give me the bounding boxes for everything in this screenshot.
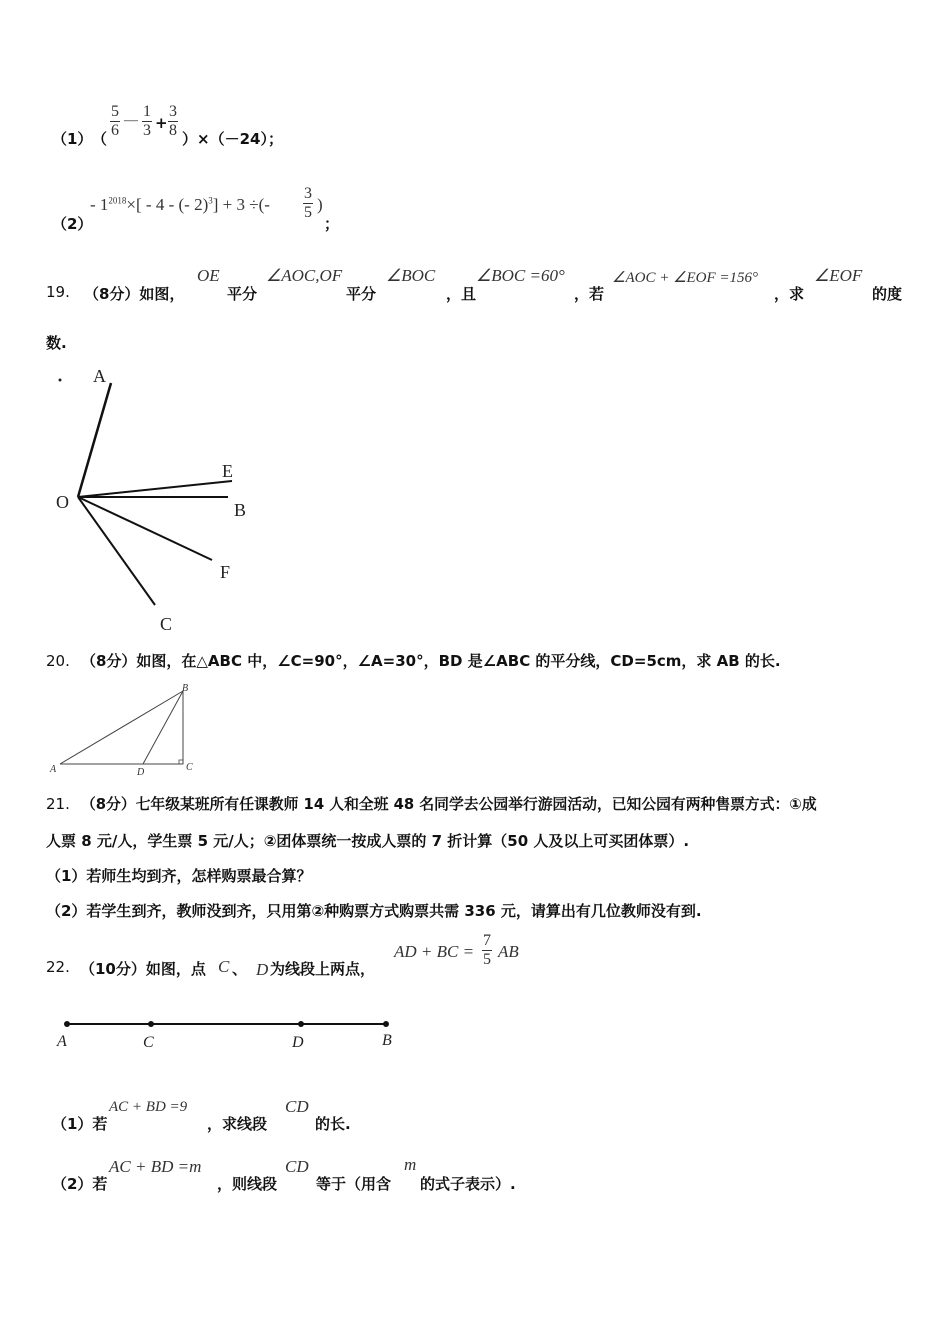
label-c: C [143, 1034, 154, 1051]
q18-p2-tail: ； [324, 215, 340, 233]
q20-text: （8分）如图，在△ABC 中，∠C=90°，∠A=30°，BD 是∠ABC 的平分线，CD=5cm，求 AB 的长. [80, 652, 781, 670]
label-c: C [160, 614, 173, 634]
right-angle-mark [179, 760, 183, 764]
q19-text-line2: 数. [46, 334, 67, 352]
q22-text: 为线段上两点， [270, 960, 376, 978]
label-c: C [186, 762, 193, 773]
label-e: E [222, 461, 233, 481]
math-eof: ∠EOF [814, 266, 863, 285]
math-oe: OE [197, 266, 220, 285]
label-a: A [93, 366, 106, 386]
label-b: B [234, 500, 247, 520]
label-a: A [50, 764, 57, 775]
q22-number: 22. [46, 958, 70, 976]
side-ab [60, 691, 183, 764]
bisector-bd [143, 691, 183, 764]
q19-number: 19. [46, 283, 70, 301]
q21-sub1: （1）若师生均到齐，怎样购票最合算？ [46, 867, 312, 885]
q21-line1: （8分）七年级某班所有任课教师 14 人和全班 48 名同学去公园举行游园活动，已知公园有两种售票方式：①成 [80, 796, 817, 813]
minus-sign: — [124, 113, 138, 128]
q18-p1-tail: ）×（－24）； [182, 130, 283, 148]
math-boc: ∠BOC [386, 266, 436, 285]
ray-oa [78, 383, 111, 497]
q19-text: ，求 [774, 285, 805, 303]
q18-p2-expr: - $1^{2018}\times[ - 4$ - (- 2)$^3$] + 3 ÷(- [90, 195, 270, 214]
label-a: A [57, 1033, 67, 1050]
point-b [383, 1021, 389, 1027]
q22-sub1-text: 的长. [315, 1115, 351, 1133]
q22-sub1-label: （1）若 [52, 1115, 108, 1133]
plus-sign: + [155, 114, 168, 132]
fraction-5-6: $\frac{5}{6}$ [111, 103, 119, 139]
q21 [46, 793, 817, 814]
q18-p2-close: ) [317, 195, 323, 214]
math-aoc-of: ∠AOC,OF [266, 266, 343, 285]
q22-sep: 、 [232, 960, 248, 978]
q19 [44, 266, 914, 356]
q22-segment-figure [40, 1005, 420, 1055]
q20-number: 20. [46, 652, 70, 670]
fraction-3-8: $\frac{3}{8}$ [169, 103, 177, 139]
stray-dot [59, 379, 62, 382]
q22 [46, 930, 546, 985]
q19-text: ，若 [574, 285, 605, 303]
q22-sub2-label: （2）若 [52, 1175, 108, 1193]
label-b: B [182, 683, 189, 694]
q20-triangle-figure [40, 680, 210, 780]
label-f: F [220, 562, 231, 582]
label-b: B [382, 1032, 392, 1049]
fraction-1-3: $\frac{1}{3}$ [143, 103, 151, 139]
q19-score: （8分）如图， [84, 285, 185, 303]
q19-text: ，且 [446, 285, 477, 303]
point-c [148, 1021, 154, 1027]
math-cd: CD [285, 1157, 309, 1176]
math-c: C [218, 957, 230, 976]
q18-p2-label: （2） [52, 215, 93, 233]
fraction-3-5: $\frac{3}{5}$ [304, 185, 312, 221]
q21-number: 21. [46, 795, 70, 813]
label-d: D [292, 1034, 304, 1051]
label-d: D [137, 767, 145, 778]
point-a [64, 1021, 70, 1027]
ray-of [78, 497, 212, 560]
q19-text: 平分 [346, 285, 377, 303]
math-m: m [404, 1155, 417, 1174]
q22-sub2-text: 的式子表示）. [420, 1175, 516, 1193]
q18-p1-open-paren: （ [92, 130, 108, 148]
q22-sub1 [52, 1095, 412, 1135]
ray-oe [78, 481, 232, 497]
label-o: O [56, 492, 69, 512]
fraction-7-5: $\frac{7}{5}$ [483, 932, 491, 968]
q19-text: 的度 [872, 285, 903, 303]
q21-sub2: （2）若学生到齐，教师没到齐，只用第②种购票方式购票共需 336 元，请算出有几位教师没有到. [46, 902, 702, 920]
math-ab: AB [498, 942, 519, 961]
q18-p1-label: （1） [52, 130, 93, 148]
q21-line2: 人票 8 元/人，学生票 5 元/人；②团体票统一按成人票的 7 折计算（50 人及以上可买团体票）. [46, 832, 690, 850]
math-cd: CD [285, 1097, 309, 1116]
q22-text: （10分）如图，点 [80, 960, 206, 978]
q18-part2 [52, 185, 372, 235]
ray-oc [78, 497, 155, 605]
q19-text: 平分 [227, 285, 258, 303]
q22-sub2-text: 等于（用含 [316, 1175, 392, 1193]
math-ac-bd-m: AC + BD =m [109, 1157, 202, 1176]
math-aoc-eof-156: ∠AOC + ∠EOF =156° [612, 270, 759, 286]
q22-sub1-text: ，求线段 [207, 1115, 268, 1133]
math-ad-bc: AD + BC = [394, 942, 475, 961]
math-d: D [256, 960, 269, 979]
math-boc-60: ∠BOC =60° [476, 266, 565, 285]
q20 [46, 650, 781, 671]
q22-sub2-text: ，则线段 [217, 1175, 278, 1193]
math-ac-bd-9: AC + BD =9 [109, 1099, 188, 1115]
q22-sub2 [52, 1155, 552, 1195]
q19-angle-figure [40, 360, 270, 640]
point-d [298, 1021, 304, 1027]
